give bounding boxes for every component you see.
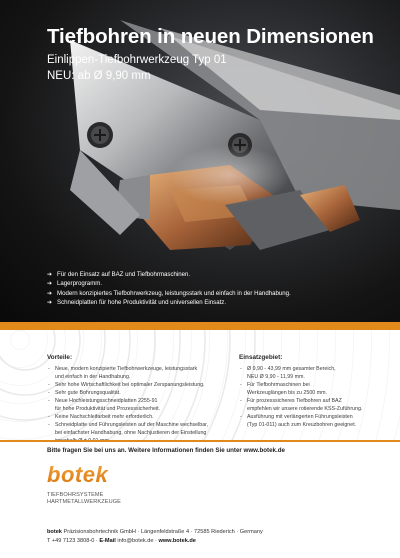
list-item: - Neue, modern konzipierte Tiefbohrwerkzeuge, leistungsstark und einfach in der Handhabung. (47, 365, 227, 381)
feature-item: ➔ Schneidplatten für hohe Produktivität und universellen Einsatz. (47, 299, 227, 307)
list-item: - Für Tiefbohrmaschinen bei Werkzeuglängen bis zu 2500 mm. (239, 381, 389, 397)
botek-logo[interactable] (47, 463, 127, 487)
feature-list (47, 270, 291, 308)
new-range-note: NEU: ab Ø 9,90 mm (47, 70, 151, 82)
email-link[interactable]: info@botek.de · (115, 538, 159, 544)
page-title: Tiefbohren in neuen Dimensionen (47, 25, 374, 48)
list-item: - Sehr gute Bohrungsqualität. (47, 389, 227, 397)
contact-line: T +49 7123 3808-0 · E-Mail info@botek.de · www.botek.de (47, 538, 196, 544)
accent-bar (0, 322, 400, 330)
company-address: botek Präzisionsbohrtechnik GmbH · Längenfeldstraße 4 · 72585 Riederich · Germany (47, 529, 263, 535)
list-item: - Ø 9,90 - 43,99 mm gesamter Bereich, NEU Ø 9,90 - 11,99 mm. (239, 365, 389, 381)
product-subtitle: Einlippen-Tiefbohrwerkzeug Typ 01 (47, 54, 227, 66)
tagline-deep-drilling: TIEFBOHRSYSTEME (47, 492, 104, 498)
list-item: - Schneidplatte und Führungsleisten auf der Maschine wechselbar, bei einfachster Handhabung, ohne Nachjustieren der Einstellung (47, 421, 227, 445)
feature-item: ➔ Lagerprogramm. (47, 280, 103, 288)
arrow-right-icon: ➔ (47, 271, 53, 278)
application-list (239, 365, 389, 429)
arrow-right-icon: ➔ (47, 299, 53, 307)
list-item: - Neue Hochleistungsschneidplatten 2255-91 für hohe Produktivität und Prozesssicherheit. (47, 397, 227, 413)
feature-item: ➔ Modern konzipiertes Tiefbohrwerkzeug, leistungsstark und einfach in der Handhabung. (47, 289, 291, 297)
list-item: - Keine Nachschleifarbeit mehr erforderlich. (47, 413, 227, 421)
list-item: - Sehr hohe Wirtschaftlichkeit bei optimaler Zerspanungsleistung. (47, 381, 227, 389)
application-column (239, 354, 389, 429)
call-to-action: Bitte fragen Sie bei uns an. Weitere Informationen finden Sie unter www.botek.de (47, 447, 285, 454)
advantages-column (47, 354, 227, 446)
advantages-list (47, 365, 227, 445)
list-item: - Für prozesssicheres Tiefbohren auf BAZ empfehlen wir unsere rotierende KSS-Zuführung. (239, 397, 389, 413)
arrow-right-icon: ➔ (47, 289, 53, 297)
website-link[interactable]: www.botek.de (158, 538, 196, 544)
feature-item: ➔ Für den Einsatz auf BAZ und Tiefbohrmaschinen. (47, 271, 191, 278)
arrow-right-icon: ➔ (47, 280, 53, 288)
svg-text:botek: botek (47, 463, 109, 487)
advantages-heading: Vorteile: (47, 354, 73, 361)
application-heading: Einsatzgebiet: (239, 354, 283, 361)
list-item: - Ausführung mit verlängerten Führungsleisten (Typ 01-011) auch zum Kreuzbohren geeignet. (239, 413, 389, 429)
tagline-carbide-tools: HARTMETALLWERKZEUGE (47, 499, 122, 505)
